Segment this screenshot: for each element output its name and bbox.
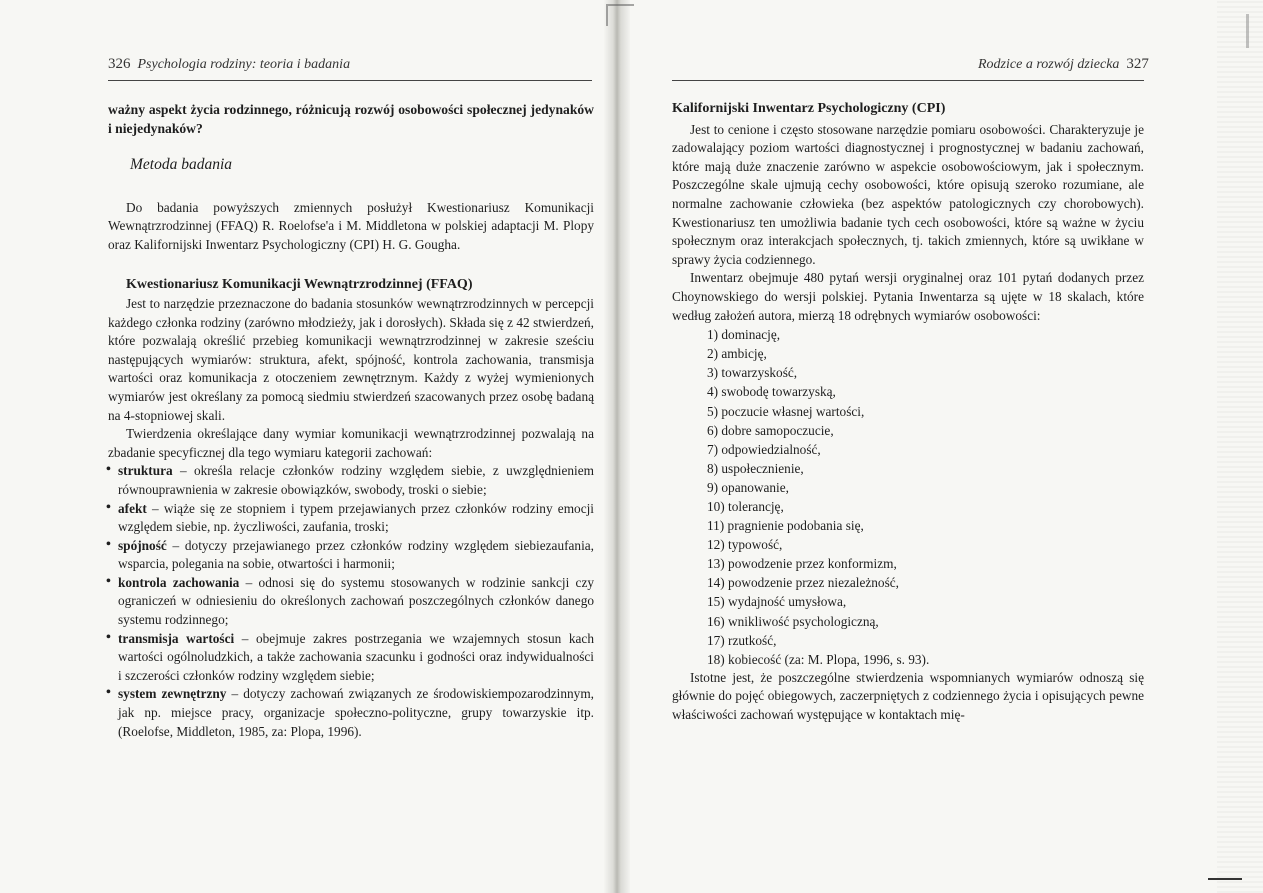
cpi-paragraph-3: Istotne jest, że poszczególne stwierdzenia wspomnianych wymiarów odnoszą się głównie do pojęć obiegowych, zaczerpniętych z codziennego życia i opisujących pewne właściwości zachowań występujące w kontaktach mię- [672,669,1144,722]
dimension-text: – dotyczy zachowań związanych ze środowiskiempozarodzinnym, jak np. miejsce pracy, organizacje społeczno-polityczne, grupy towarzyskie itp. (Roelofse, Middleton, 1985, za: Plopa, 1996). [118,686,594,739]
ffaq-paragraph-1: Jest to narzędzie przeznaczone do badania stosunków wewnątrzrodzinnych w percepcji każdego członka rodziny (zarówno młodzieży, jak i dorosłych). Składa się z 42 stwierdzeń, które pozwalają określić przebieg komunikacji wewnątrzrodzinnej w zakresie sześciu następujących wymiarów: struktura, afekt, spójność, kontrola zachowania, transmisja wartości oraz komunikacja z otoczeniem zewnętrznym. Każdy z wyżej wymienionych wymiarów jest określany za pomocą siedmiu stwierdzeń szacowanych przez osobę badaną na 4-stopniowej skali. [108,295,594,423]
right-head-rule [672,80,1144,81]
dimension-text: – obejmuje zakres postrzegania we wzajemnych stosun kach wartości ogólnoludzkich, a także zachowania szacunku i godności oraz indywidualności i szczerości członków rodziny względem siebie; [118,630,594,683]
list-item [108,500,594,537]
list-item: 3) towarzyskość, [707,365,798,381]
list-item: 6) dobre samopoczucie, [707,422,834,438]
gutter-corner-mark [606,4,634,26]
list-item: 2) ambicję, [707,346,767,362]
dimension-text: – określa relacje członków rodziny względem siebie, z uwzględnieniem równouprawnienia w zakresie obowiązków, swobody, troski o siebie; [118,463,594,497]
cpi-subsection-title: Kalifornijski Inwentarz Psychologiczny (CPI) [672,101,946,116]
list-item: 5) poczucie własnej wartości, [707,403,865,419]
book-gutter [604,0,630,893]
list-item [108,574,594,630]
ffaq-subsection-title: Kwestionariusz Komunikacji Wewnątrzrodzinnej (FFAQ) [126,277,473,293]
dimension-term: struktura [118,463,173,479]
right-running-head [978,56,1149,73]
bottom-corner-rule [1208,878,1242,880]
left-head-rule [108,80,592,81]
list-item: 14) powodzenie przez niezależność, [707,575,899,591]
intro-paragraph: Do badania powyższych zmiennych posłużył Kwestionariusz Komunikacji Wewnątrzrodzinnej (FFAQ) R. Roelofse'a i M. Middletona w polskiej adaptacji M. Plopy oraz Kalifornijski Inwentarz Psychologiczny (CPI) H. G. Gougha. [108,199,594,252]
cpi-paragraph-2: Inwentarz obejmuje 480 pytań wersji oryginalnej oraz 101 pytań dodanych przez Choynowskiego do wersji polskiej. Pytania Inwentarza są ujęte w 18 skalach, które według założeń autora, mierzą 18 odrębnych wymiarów osobowości: [672,270,1144,323]
list-item: 1) dominację, [707,327,781,343]
list-item: 12) typowość, [707,537,783,553]
cpi-paragraph-1: Jest to cenione i często stosowane narzędzie pomiaru osobowości. Charakteryzuje je zadowalający poziom wartości diagnostycznej i prognostycznej w badaniu zachowań, które mają duże znaczenie zarówno w aspekcie osobowościowym, jak i społecznym. Poszczególne skale ujmują cechy osobowości, które opisują szeroko rozumiane, ale normalne zachowanie człowieka (bez aspektów patologicznych czy chorobowych). Kwestionariusz ten umożliwia badanie tych cech osobowości, które są ważne w życiu społecznym oraz interakcjach społecznych, tj. takich zmiennych, które są uwikłane w sprawy życia codziennego. [672,121,1144,267]
list-item: 8) uspołecznienie, [707,460,804,476]
right-page-number: 327 [1126,56,1149,72]
left-running-head [108,56,350,73]
list-item: 7) odpowiedzialność, [707,441,821,457]
right-text-column [672,100,1144,725]
dimension-text: – dotyczy przejawianego przez członków rodziny względem siebiezaufania, wsparcia, polegania na sobie, otwartości i harmonii; [118,537,594,572]
list-item: 16) wnikliwość psychologiczną, [707,613,879,629]
list-item: 17) rzutkość, [707,632,777,648]
list-item: 4) swobodę towarzyską, [707,384,836,400]
right-running-title: Rodzice a rozwój dziecka [978,57,1120,72]
list-item: 13) powodzenie przez konformizm, [707,556,897,572]
dimension-term: kontrola zachowania [118,574,240,590]
dimension-text: – odnosi się do systemu stosowanych w rodzinie sankcji czy ograniczeń w odniesieniu do określonych zachowań poszczególnych członków danego systemu rodzinnego; [118,574,595,628]
section-title: Metoda badania [130,156,233,173]
ffaq-paragraph-2: Twierdzenia określające dany wymiar komunikacji wewnątrzrodzinnej pozwalają na zbadanie specyficznej dla tego wymiaru kategorii zachowań: [108,426,594,460]
dimension-term: afekt [118,500,147,516]
cpi-scale-list [672,325,1144,669]
page-edge-shadow [1217,0,1263,893]
list-item: 15) wydajność umysłowa, [707,594,847,610]
list-item [108,462,594,499]
list-item [108,685,594,741]
dimension-term: transmisja wartości [118,630,235,646]
list-item: 10) tolerancję, [707,498,784,514]
dimension-term: spójność [118,537,167,553]
left-running-title: Psychologia rodziny: teoria i badania [137,57,351,72]
list-item: 9) opanowanie, [707,479,789,495]
left-page-number: 326 [108,56,131,72]
list-item: 18) kobiecość (za: M. Plopa, 1996, s. 93). [707,651,930,667]
list-item [108,630,594,686]
left-text-column [108,100,594,741]
page-edge-mark [1246,14,1249,48]
list-item [108,537,594,574]
dimension-term: system zewnętrzny [118,686,227,702]
ffaq-dimension-list [108,462,594,741]
dimension-text: – wiąże się ze stopniem i typem przejawianych przez członków rodziny emocji względem siebie, np. życzliwości, zaufania, troski; [118,500,594,535]
lead-paragraph: ważny aspekt życia rodzinnego, różnicują rozwój osobowości społecznej jedynaków i niejedynaków? [108,102,594,136]
list-item: 11) pragnienie podobania się, [707,518,864,534]
